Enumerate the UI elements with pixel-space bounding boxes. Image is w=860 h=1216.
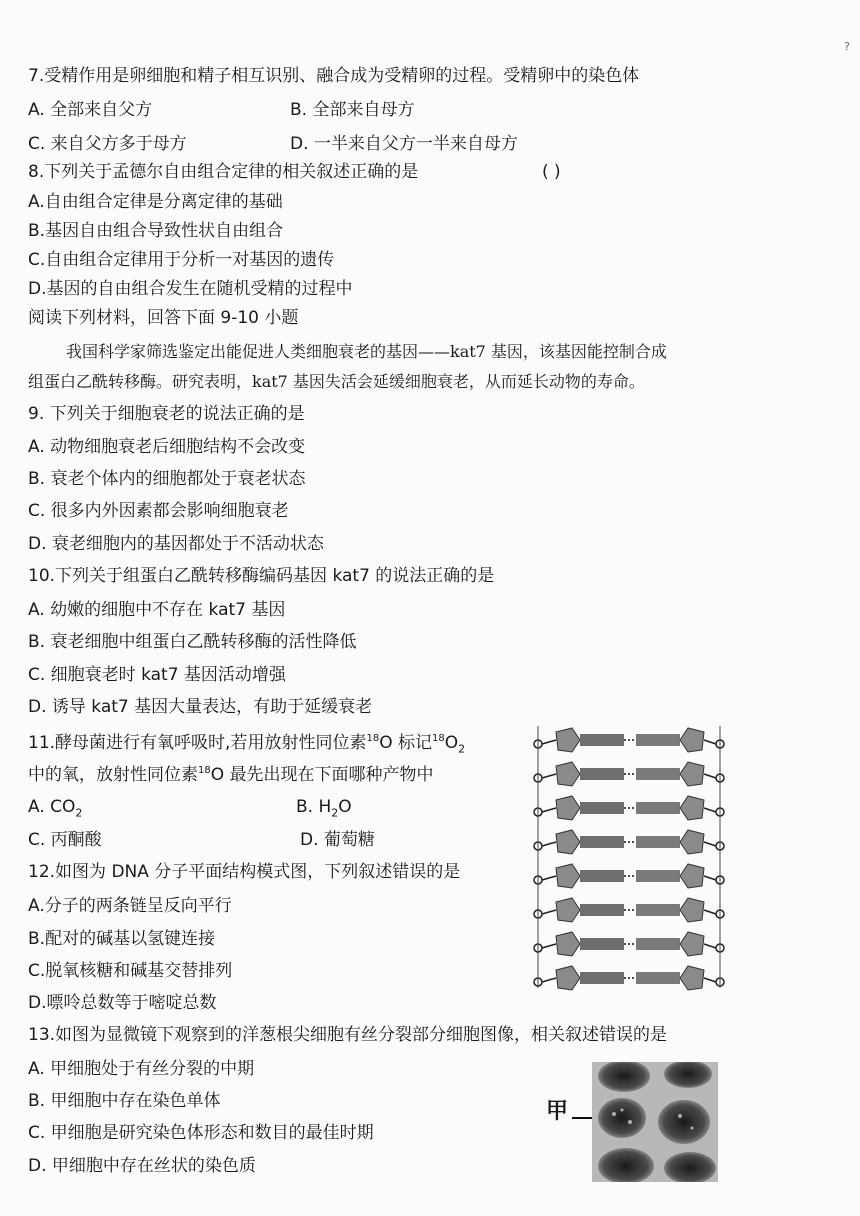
q13-stem: 13.如图为显微镜下观察到的洋葱根尖细胞有丝分裂部分细胞图像，相关叙述错误的是 bbox=[28, 1025, 668, 1045]
q11-option-d: D. 葡萄糖 bbox=[300, 830, 375, 850]
dna-base-pair bbox=[534, 932, 724, 956]
q11-line2-part1: 中的氧，放射性同位素 bbox=[28, 765, 198, 785]
dna-base-pair bbox=[534, 728, 724, 752]
q11-option-a-text: A. CO bbox=[28, 797, 76, 817]
q11-stem-part2: O 标记 bbox=[379, 733, 432, 753]
q11-option-c: C. 丙酮酸 bbox=[28, 830, 102, 850]
q11-option-b-sub: 2 bbox=[331, 806, 339, 820]
q11-option-b-text2: O bbox=[338, 797, 352, 817]
q12-option-c: C.脱氧核糖和碱基交替排列 bbox=[28, 961, 233, 981]
q13-option-a: A. 甲细胞处于有丝分裂的中期 bbox=[28, 1059, 255, 1079]
q10-option-c: C. 细胞衰老时 kat7 基因活动增强 bbox=[28, 665, 286, 685]
q8-option-a: A.自由组合定律是分离定律的基础 bbox=[28, 192, 283, 212]
q11-stem-line2 bbox=[28, 763, 434, 787]
dna-base-pair bbox=[534, 762, 724, 786]
dna-base-pair bbox=[534, 966, 724, 990]
q9-stem: 9. 下列关于细胞衰老的说法正确的是 bbox=[28, 404, 305, 424]
q11-line2-part2: O 最先出现在下面哪种产物中 bbox=[210, 765, 434, 785]
q7-option-b: B. 全部来自母方 bbox=[290, 100, 415, 120]
q11-option-b bbox=[296, 795, 352, 825]
reading-paragraph-line1: 我国科学家筛选鉴定出能促进人类细胞衰老的基因——kat7 基因，该基因能控制合成 bbox=[66, 342, 667, 361]
q10-option-d: D. 诱导 kat7 基因大量表达，有助于延缓衰老 bbox=[28, 697, 373, 717]
q11-sub-2: 2 bbox=[458, 742, 466, 756]
q11-stem-part1: 11.酵母菌进行有氧呼吸时,若用放射性同位素 bbox=[28, 733, 367, 753]
q7-option-a: A. 全部来自父方 bbox=[28, 100, 153, 120]
q12-option-d: D.嘌呤总数等于嘧啶总数 bbox=[28, 993, 217, 1013]
q8-option-c: C.自由组合定律用于分析一对基因的遗传 bbox=[28, 250, 335, 270]
dna-base-pair bbox=[534, 898, 724, 922]
reading-intro: 阅读下列材料，回答下面 9-10 小题 bbox=[28, 308, 299, 328]
q12-option-a: A.分子的两条链呈反向平行 bbox=[28, 896, 232, 916]
dna-structure-figure bbox=[528, 718, 728, 999]
q7-option-d: D. 一半来自父方一半来自母方 bbox=[290, 134, 518, 154]
figure-label-jia: 甲 bbox=[546, 1099, 569, 1124]
q11-stem-part3: O bbox=[444, 733, 459, 753]
micrograph-figure bbox=[592, 1062, 718, 1187]
q11-option-a-sub: 2 bbox=[75, 806, 83, 820]
q8-answer-paren: ( ) bbox=[542, 162, 561, 182]
q12-stem: 12.如图为 DNA 分子平面结构模式图，下列叙述错误的是 bbox=[28, 862, 461, 882]
q10-option-a: A. 幼嫩的细胞中不存在 kat7 基因 bbox=[28, 600, 286, 620]
dna-base-pair bbox=[534, 830, 724, 854]
q11-option-a bbox=[28, 795, 82, 825]
q8-stem: 8.下列关于孟德尔自由组合定律的相关叙述正确的是 bbox=[28, 162, 419, 182]
q11-sup-18-b: 18 bbox=[431, 733, 445, 744]
corner-mark: ? bbox=[844, 40, 850, 53]
q9-option-b: B. 衰老个体内的细胞都处于衰老状态 bbox=[28, 469, 306, 489]
q13-option-c: C. 甲细胞是研究染色体形态和数目的最佳时期 bbox=[28, 1123, 374, 1143]
q12-option-b: B.配对的碱基以氢键连接 bbox=[28, 929, 216, 949]
dna-base-pair bbox=[534, 864, 724, 888]
cell-shape bbox=[658, 1100, 710, 1144]
q8-option-d: D.基因的自由组合发生在随机受精的过程中 bbox=[28, 279, 353, 299]
q11-stem bbox=[28, 731, 465, 761]
q9-option-d: D. 衰老细胞内的基因都处于不活动状态 bbox=[28, 534, 324, 554]
dna-base-pair bbox=[534, 796, 724, 820]
q9-option-c: C. 很多内外因素都会影响细胞衰老 bbox=[28, 501, 289, 521]
q10-option-b: B. 衰老细胞中组蛋白乙酰转移酶的活性降低 bbox=[28, 632, 357, 652]
q11-sup-18-a: 18 bbox=[366, 733, 380, 744]
q8-option-b: B.基因自由组合导致性状自由组合 bbox=[28, 221, 284, 241]
q9-option-a: A. 动物细胞衰老后细胞结构不会改变 bbox=[28, 437, 306, 457]
cell-jia-shape bbox=[598, 1098, 646, 1138]
q10-stem: 10.下列关于组蛋白乙酰转移酶编码基因 kat7 的说法正确的是 bbox=[28, 566, 495, 586]
reading-paragraph-line2: 组蛋白乙酰转移酶。研究表明，kat7 基因失活会延缓细胞衰老，从而延长动物的寿命。 bbox=[28, 372, 645, 391]
q13-option-d: D. 甲细胞中存在丝状的染色质 bbox=[28, 1156, 256, 1176]
q7-stem: 7.受精作用是卵细胞和精子相互识别、融合成为受精卵的过程。受精卵中的染色体 bbox=[28, 66, 640, 86]
q11-option-b-text: B. H bbox=[296, 797, 332, 817]
q7-option-c: C. 来自父方多于母方 bbox=[28, 134, 187, 154]
q13-option-b: B. 甲细胞中存在染色单体 bbox=[28, 1091, 221, 1111]
q11-sup-18-c: 18 bbox=[198, 765, 211, 776]
